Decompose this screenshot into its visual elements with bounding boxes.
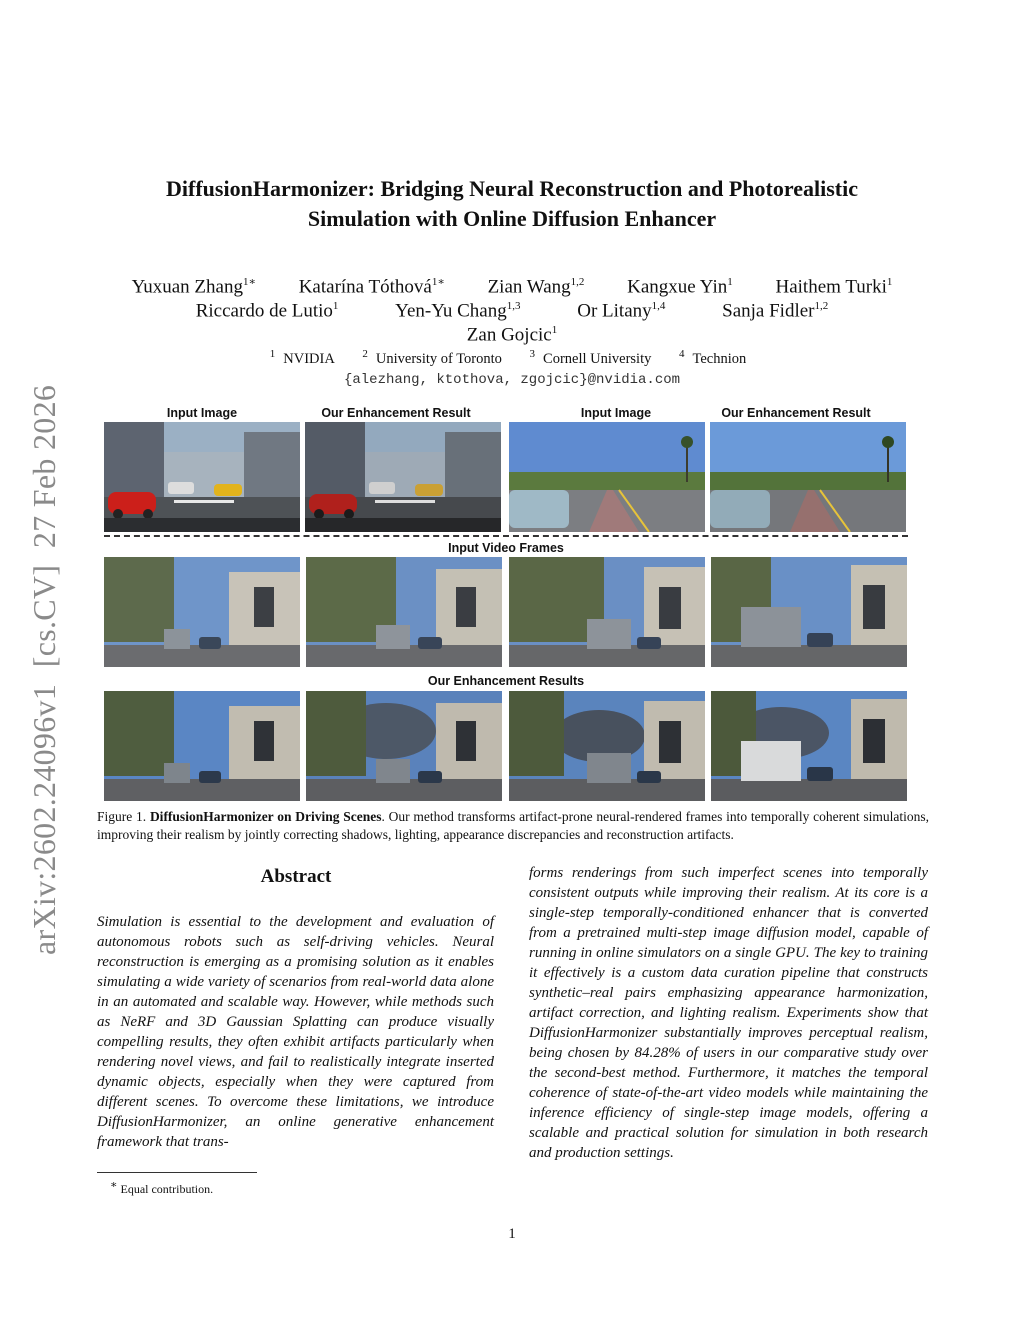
author: Katarína Tóthová$^{1∗}$ [298, 276, 445, 298]
figure-caption: Figure 1. DiffusionHarmonizer on Driving Scenes. Our method transforms artifact-prone neural-rendered frames into temporally coherent simulations, improving their realism by jointly correcting shadows, lighting, appearance discrepancies and reconstruction artifacts. [97, 809, 930, 842]
affiliations [60, 348, 964, 368]
input-video-frame [711, 557, 907, 667]
figure-divider [104, 535, 908, 537]
authors-row-3 [60, 318, 964, 347]
author: Or Litany$^{1,4}$ [577, 300, 666, 322]
page-number: 1 [508, 1226, 516, 1242]
enhanced-video-frame [509, 691, 705, 801]
affiliation: $^1$ NVIDIA [269, 348, 335, 367]
author: Haithem Turki$^1$ [775, 276, 893, 298]
author: Yen-Yu Chang$^{1,3}$ [395, 300, 521, 322]
author: Zian Wang$^{1,2}$ [487, 276, 585, 298]
arxiv-identifier: arXiv:2602.24096v1 [cs.CV] 27 Feb 2026 [26, 384, 62, 955]
author: Zan Gojcic$^1$ [466, 324, 558, 346]
figure-label-enhancement-result: Our Enhancement Result [721, 406, 871, 420]
input-video-frame [104, 557, 300, 667]
figure-label-input-image: Input Image [580, 406, 652, 420]
caption-bold-title: DiffusionHarmonizer on Driving Scenes [149, 809, 382, 824]
enhanced-image-city-cars [305, 422, 501, 532]
author: Kangxue Yin$^1$ [627, 276, 733, 298]
affiliation: $^2$ University of Toronto [362, 348, 502, 367]
footnote-rule [97, 1172, 257, 1173]
abstract-column-left: Simulation is essential to the development and evaluation of autonomous robots such as self-driving vehicles. Neural reconstruction is emerging as a promising solution as it enables simulating a wide variety of scenarios from real-world data alone in an automated and scalable way. However, while methods such as NeRF and 3D Gaussian Splatting can produce visually compelling results, they often exhibit artifacts particularly when rendering novel views, and fail to realistically integrate inserted dynamic objects, especially when they were captured from different scenes. To overcome these limitations, we introduce DiffusionHarmonizer, an online generative enhancement framework that trans- [97, 914, 494, 1150]
author: Riccardo de Lutio$^1$ [195, 300, 339, 322]
footnote: ∗ Equal contribution. [110, 1179, 214, 1196]
figure-label-input-image: Input Image [166, 406, 238, 420]
figure-label-enhancement-result: Our Enhancement Result [321, 406, 471, 420]
enhanced-image-highway [710, 422, 906, 532]
input-image-city-cars [104, 422, 300, 532]
input-video-frame [509, 557, 705, 667]
title-line-1: DiffusionHarmonizer: Bridging Neural Reconstruction and Photorealistic [166, 176, 858, 201]
paper-title [60, 174, 964, 234]
abstract-heading: Abstract [260, 866, 332, 887]
enhanced-video-frame [306, 691, 502, 801]
affiliation: $^4$ Technion [679, 348, 747, 367]
input-video-frame [306, 557, 502, 667]
video-input-label: Input Video Frames [448, 541, 564, 555]
abstract-column-right: forms renderings from such imperfect scenes into temporally consistent outputs while improving their realism. At its core is a single-step temporally-conditioned enhancer that is converted from a pretrained multi-step image diffusion model, capable of running in online simulators on a single GPU. The key to training it effectively is a custom data curation pipeline that constructs synthetic–real pairs emphasizing appearance harmonization, artifact correction, and lighting realism. Experiments show that DiffusionHarmonizer substantially improves perceptual realism, being chosen by 84.28% of users in our comparative study over the second-best method. Furthermore, it matches the temporal coherence of state-of-the-art video models while maintaining the inference efficiency of single-step image models, offering a scalable and practical solution for simulation in both research and production settings. [529, 865, 928, 1161]
input-image-highway [509, 422, 705, 532]
enhanced-video-frame [711, 691, 907, 801]
title-line-2: Simulation with Online Diffusion Enhancer [307, 206, 717, 231]
author: Yuxuan Zhang$^{1∗}$ [131, 276, 256, 298]
author: Sanja Fidler$^{1,2}$ [722, 300, 829, 322]
enhanced-video-frame [104, 691, 300, 801]
affiliation: $^3$ Cornell University [529, 348, 652, 367]
contact-email: {alezhang, ktothova, zgojcic}@nvidia.com [343, 372, 681, 388]
video-output-label: Our Enhancement Results [427, 674, 585, 688]
